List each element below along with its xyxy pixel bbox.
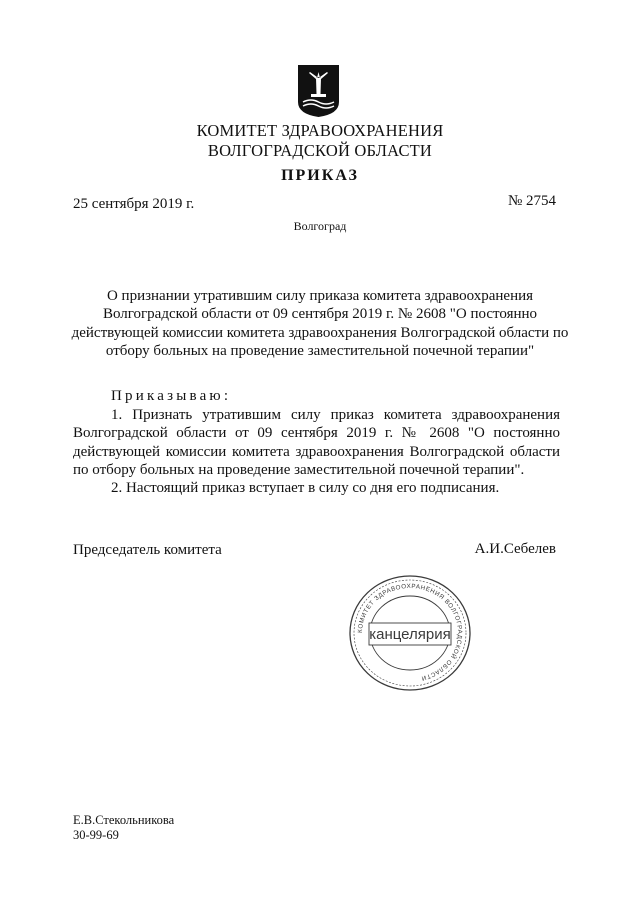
coat-of-arms-emblem: [297, 64, 340, 118]
document-number: № 2754: [507, 193, 556, 209]
executor-phone: 30-99-69: [73, 828, 119, 842]
order-item-1: 1. Признать утратившим силу приказ комитета здравоохранения Волгоградской области от 09 сентября 2019 г. № 2608 "О постоянно действующей комиссии комитета здравоохранения Волгоградской области по отбору больных на проведение заместительной почечной терапии".: [73, 407, 560, 478]
decree-heading: Приказываю:: [111, 388, 232, 404]
stamp-ring-text: КОМИТЕТ ЗДРАВООХРАНЕНИЯ ВОЛГОГРАДСКОЙ ОБЛАСТИ: [356, 582, 464, 682]
stamp-center-text: канцелярия: [369, 626, 451, 643]
document-date: 25 сентября 2019 г.: [73, 196, 195, 212]
signatory-position: Председатель комитета: [73, 542, 222, 558]
signatory-name: А.И.Себелев: [474, 541, 556, 557]
office-stamp: [347, 573, 473, 693]
organization-name-line-2: ВОЛГОГРАДСКОЙ ОБЛАСТИ: [207, 141, 433, 160]
document-type: ПРИКАЗ: [281, 167, 359, 184]
executor-name: Е.В.Стекольникова: [73, 813, 175, 827]
document-subject: О признании утратившим силу приказа комитета здравоохранения Волгоградской области от 09 сентября 2019 г. № 2608 "О постоянно действующей комиссии комитета здравоохранения Волгоградской области по отбору больных на проведение заместительной почечной терапии": [71, 288, 569, 359]
order-item-2: 2. Настоящий приказ вступает в силу со дня его подписания.: [111, 480, 500, 496]
document-city: Волгоград: [293, 219, 347, 233]
organization-name-line-1: КОМИТЕТ ЗДРАВООХРАНЕНИЯ: [196, 121, 444, 140]
